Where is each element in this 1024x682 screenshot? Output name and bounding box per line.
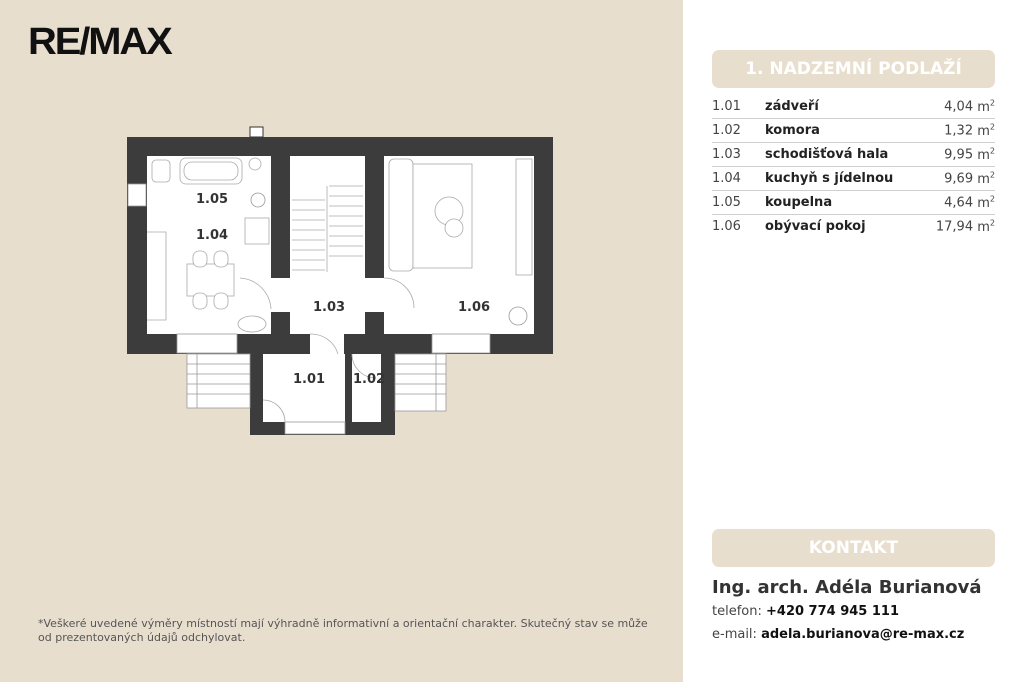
room-row — [712, 143, 995, 167]
floor-title: 1. NADZEMNÍ PODLAŽÍ — [712, 50, 995, 88]
email-link[interactable]: adela.burianova@re-max.cz — [761, 627, 965, 642]
plan-label-101: 1.01 — [293, 372, 326, 387]
info-panel — [683, 0, 1024, 682]
room-row — [712, 215, 995, 238]
room-area: 9,95 $m^2$ — [944, 146, 995, 163]
phone-link[interactable]: +420 774 945 111 — [766, 604, 900, 619]
room-number: 1.01 — [712, 99, 741, 114]
room-number: 1.05 — [712, 195, 741, 210]
room-number: 1.06 — [712, 219, 741, 234]
contact-name: Ing. arch. Adéla Burianová — [712, 577, 982, 598]
email-label: e-mail: — [712, 627, 757, 642]
room-area: 1,32 $m^2$ — [944, 122, 995, 139]
room-list — [712, 95, 995, 238]
disclaimer-text: *Veškeré uvedené výměry místností mají výhradně informativní a orientační charakter. Skutečný stav se může od prezentovaných údajů odchylovat. — [38, 617, 648, 644]
room-name: zádveří — [765, 99, 819, 114]
room-name: kuchyň s jídelnou — [765, 171, 894, 186]
room-area: 4,04 $m^2$ — [944, 98, 995, 115]
room-row — [712, 167, 995, 191]
room-102-floor — [352, 354, 381, 422]
contact-phone-line — [712, 604, 899, 619]
room-area: 4,64 $m^2$ — [944, 194, 995, 211]
contact-title: KONTAKT — [712, 529, 995, 567]
room-row — [712, 191, 995, 215]
plan-label-102: 1.02 — [353, 372, 386, 387]
room-area: 9,69 $m^2$ — [944, 170, 995, 187]
room-number: 1.02 — [712, 123, 741, 138]
room-name: koupelna — [765, 195, 833, 210]
room-101-floor — [263, 354, 345, 422]
room-name: schodišťová hala — [765, 147, 889, 162]
room-name: komora — [765, 123, 820, 138]
room-row — [712, 119, 995, 143]
room-number: 1.03 — [712, 147, 741, 162]
room-row — [712, 95, 995, 119]
phone-label: telefon: — [712, 604, 762, 619]
plan-label-106: 1.06 — [458, 300, 491, 315]
plan-label-104: 1.04 — [196, 228, 229, 243]
remax-logo: RE/MAX — [28, 21, 171, 63]
room-number: 1.04 — [712, 171, 741, 186]
room-area: 17,94 $m^2$ — [935, 218, 995, 235]
plan-label-103: 1.03 — [313, 300, 346, 315]
room-name: obývací pokoj — [765, 219, 866, 234]
contact-email-line — [712, 627, 964, 642]
plan-label-105: 1.05 — [196, 192, 229, 207]
